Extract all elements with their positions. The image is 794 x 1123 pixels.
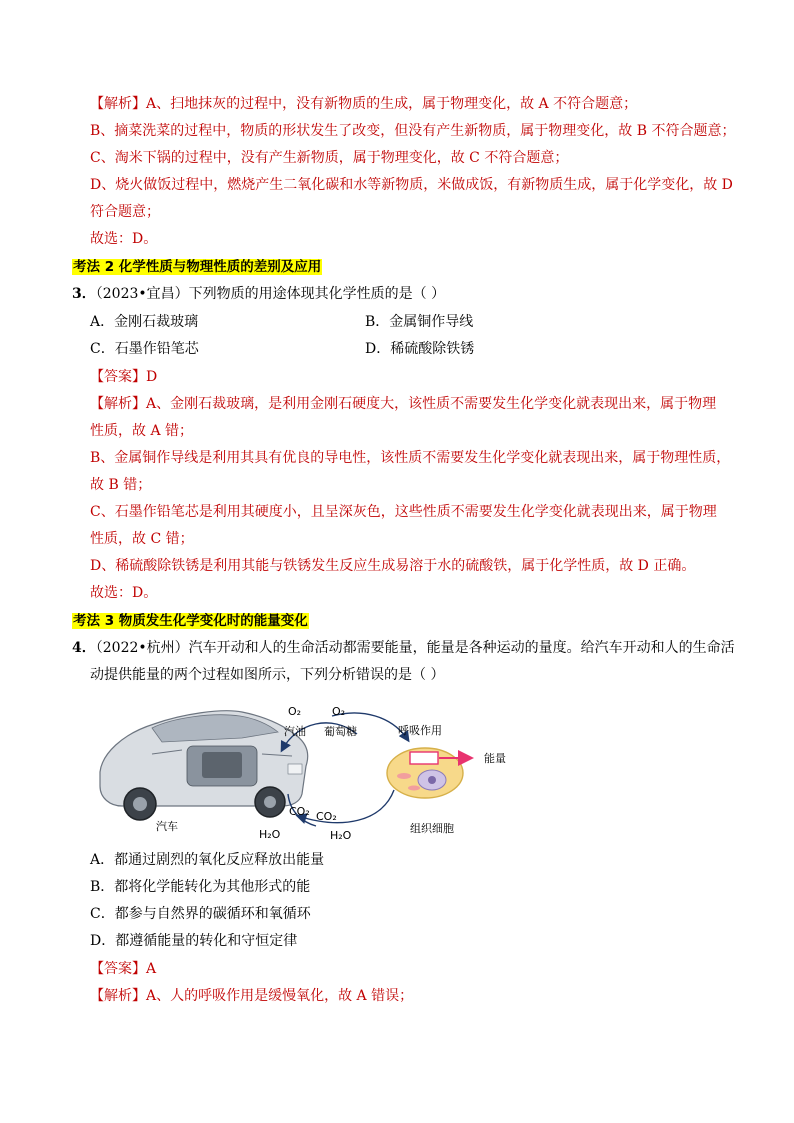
q3-option-a: A．金刚石裁玻璃 xyxy=(90,314,199,330)
q3-choose: 故选：D。 xyxy=(90,585,158,601)
question-number: 3． xyxy=(72,286,96,302)
q4-option-b: B．都将化学能转化为其他形式的能 xyxy=(90,879,311,895)
q3-analysis-b1: B、金属铜作导线是利用其具有优良的导电性，该性质不需要发生化学变化就表现出来，属于物理性质， xyxy=(90,450,731,466)
analysis-tag: 【解析】 xyxy=(90,96,146,112)
q3-option-d: D．稀硫酸除铁锈 xyxy=(365,341,475,357)
q3-answer: 【答案】D xyxy=(90,369,158,385)
analysis-line-d1: D、烧火做饭过程中，燃烧产生二氧化碳和水等新物质，米做成饭，有新物质生成，属于化学变化，故 D xyxy=(90,177,733,193)
analysis-line-c: C、淘米下锅的过程中，没有产生新物质，属于物理变化，故 C 不符合题意； xyxy=(90,150,569,166)
q4-option-a: A．都通过剧烈的氧化反应释放出能量 xyxy=(90,852,325,868)
label-respiration: 呼吸作用 xyxy=(398,724,442,737)
question-3-stem: 3．（2023•宜昌）下列物质的用途体现其化学性质的是（ ） xyxy=(72,286,446,302)
q3-option-b: B．金属铜作导线 xyxy=(365,314,474,330)
choose-line: 故选：D。 xyxy=(90,231,158,247)
q3-analysis-a2: 性质，故 A 错； xyxy=(90,423,194,439)
q4-analysis-a1: 【解析】A、人的呼吸作用是缓慢氧化，故 A 错误； xyxy=(90,988,414,1004)
arrow-cell-to-products xyxy=(298,790,394,823)
analysis-line-a: 【解析】A、扫地抹灰的过程中，没有新物质的生成，属于物理变化，故 A 不符合题意； xyxy=(90,96,638,112)
q3-option-c: C．石墨作铅笔芯 xyxy=(90,341,199,357)
q3-analysis-c1: C、石墨作铅笔芯是利用其硬度小，且呈深灰色，这些性质不需要发生化学变化就表现出来，属于物理 xyxy=(90,504,717,520)
question-4-stem-2: 动提供能量的两个过程如图所示，下列分析错误的是（ ） xyxy=(90,667,445,683)
label-o2-right: O₂ xyxy=(332,705,346,718)
label-h2o-right: H₂O xyxy=(330,829,352,842)
q3-analysis-b2: 故 B 错； xyxy=(90,477,152,493)
q3-analysis-d1: D、稀硫酸除铁锈是利用其能与铁锈发生反应生成易溶于水的硫酸铁，属于化学性质，故 D 正确。 xyxy=(90,558,696,574)
analysis-line-b: B、摘菜洗菜的过程中，物质的形状发生了改变，但没有产生新物质，属于物理变化，故 B 不符合题意； xyxy=(90,123,736,139)
question-number: 4． xyxy=(72,640,96,656)
label-co2-left: CO₂ xyxy=(289,805,310,818)
q3-analysis-a1: 【解析】A、金刚石裁玻璃，是利用金刚石硬度大，该性质不需要发生化学变化就表现出来，属于物理 xyxy=(90,396,717,412)
label-gasoline: 汽油 xyxy=(284,725,306,738)
label-o2-left: O₂ xyxy=(288,705,302,718)
section-heading-3: 考法 3 物质发生化学变化时的能量变化 xyxy=(73,613,308,629)
q3-analysis-c2: 性质，故 C 错； xyxy=(90,531,194,547)
tissue-cell-illustration xyxy=(387,748,463,798)
section-heading-2: 考法 2 化学性质与物理性质的差别及应用 xyxy=(73,259,322,275)
q4-option-d: D．都遵循能量的转化和守恒定律 xyxy=(90,933,298,949)
q4-option-c: C．都参与自然界的碳循环和氧循环 xyxy=(90,906,311,922)
label-co2-right: CO₂ xyxy=(316,810,337,823)
question-4-stem-1: 4．（2022•杭州）汽车开动和人的生命活动都需要能量，能量是各种运动的量度。给汽车开动和人的生命活 xyxy=(72,640,735,656)
q4-answer: 【答案】A xyxy=(90,961,157,977)
label-energy: 能量 xyxy=(484,752,506,765)
analysis-line-d2: 符合题意； xyxy=(90,204,160,220)
energy-process-figure xyxy=(92,694,512,844)
mitochondria-box xyxy=(410,752,438,764)
label-h2o-left: H₂O xyxy=(259,828,281,841)
label-glucose: 葡萄糖 xyxy=(324,725,357,738)
label-tissue-cell: 组织细胞 xyxy=(410,822,454,835)
label-car: 汽车 xyxy=(156,820,178,833)
car-illustration xyxy=(100,711,308,820)
